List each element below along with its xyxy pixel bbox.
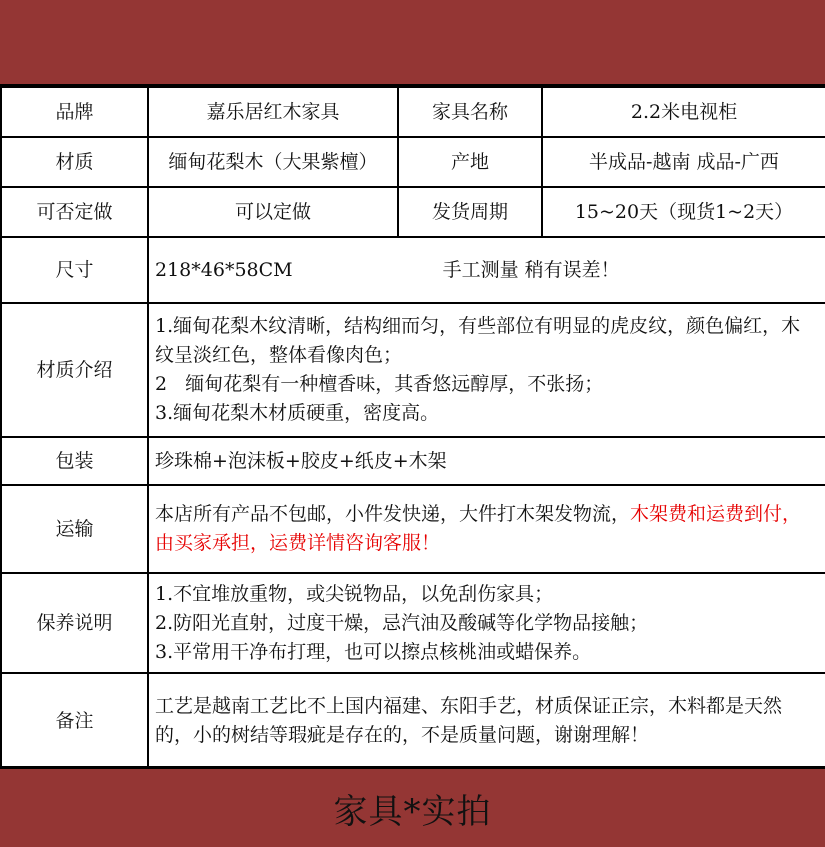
furniture-name-label: 家具名称 xyxy=(398,87,542,137)
material-intro-label: 材质介绍 xyxy=(1,303,148,437)
size-note: 手工测量 稍有误差！ xyxy=(442,258,620,281)
size-value: 218*46*58CM xyxy=(155,258,293,281)
packaging-label: 包装 xyxy=(1,437,148,485)
origin-value: 半成品-越南 成品-广西 xyxy=(542,137,825,187)
material-intro-line-3: 3.缅甸花梨木材质硬重，密度高。 xyxy=(155,402,440,424)
maintenance-line-3: 3.平常用干净布打理，也可以擦点核桃油或蜡保养。 xyxy=(155,640,592,663)
customizable-label: 可否定做 xyxy=(1,187,148,237)
material-intro-line-1: 1.缅甸花梨木纹清晰，结构细而匀，有些部位有明显的虎皮纹，颜色偏红，木纹呈淡红色，整体看像肉色； xyxy=(155,315,801,366)
material-intro-line-2: 2 缅甸花梨有一种檀香味，其香悠远醇厚，不张扬； xyxy=(155,373,604,395)
footer-title: 家具*实拍 xyxy=(333,791,492,832)
table-row xyxy=(1,573,825,673)
table-row xyxy=(1,303,825,437)
customizable-value: 可以定做 xyxy=(148,187,398,237)
maintenance-cell xyxy=(148,573,825,673)
remarks-label: 备注 xyxy=(1,673,148,769)
maintenance-label: 保养说明 xyxy=(1,573,148,673)
brand-value: 嘉乐居红木家具 xyxy=(148,87,398,137)
table-row xyxy=(1,137,825,187)
size-cell xyxy=(148,237,825,303)
delivery-value: 15~20天（现货1~2天） xyxy=(542,187,825,237)
table-row xyxy=(1,437,825,485)
material-intro-cell xyxy=(148,303,825,437)
footer-banner xyxy=(0,766,825,847)
table-row xyxy=(1,485,825,573)
spec-table xyxy=(0,86,825,770)
brand-label: 品牌 xyxy=(1,87,148,137)
shipping-label: 运输 xyxy=(1,485,148,573)
material-value: 缅甸花梨木（大果紫檀） xyxy=(148,137,398,187)
packaging-value: 珍珠棉+泡沫板+胶皮+纸皮+木架 xyxy=(148,437,825,485)
shipping-cell xyxy=(148,485,825,573)
table-row xyxy=(1,673,825,769)
top-banner xyxy=(0,0,825,86)
shipping-text: 本店所有产品不包邮，小件发快递，大件打木架发物流， xyxy=(155,503,631,525)
furniture-name-value: 2.2米电视柜 xyxy=(542,87,825,137)
shipping-highlight-text: 木架费和运费到付，由买家承担，运费详情咨询客服！ xyxy=(155,503,802,554)
table-row xyxy=(1,87,825,137)
remarks-value: 工艺是越南工艺比不上国内福建、东阳手艺，材质保证正宗，木料都是天然的，小的树结等瑕疵是存在的，不是质量问题，谢谢理解！ xyxy=(148,673,825,769)
delivery-label: 发货周期 xyxy=(398,187,542,237)
material-label: 材质 xyxy=(1,137,148,187)
maintenance-line-1: 1.不宜堆放重物，或尖锐物品，以免刮伤家具； xyxy=(155,582,554,605)
size-label: 尺寸 xyxy=(1,237,148,303)
maintenance-line-2: 2.防阳光直射，过度干燥，忌汽油及酸碱等化学物品接触； xyxy=(155,611,649,634)
origin-label: 产地 xyxy=(398,137,542,187)
table-row xyxy=(1,187,825,237)
table-row xyxy=(1,237,825,303)
